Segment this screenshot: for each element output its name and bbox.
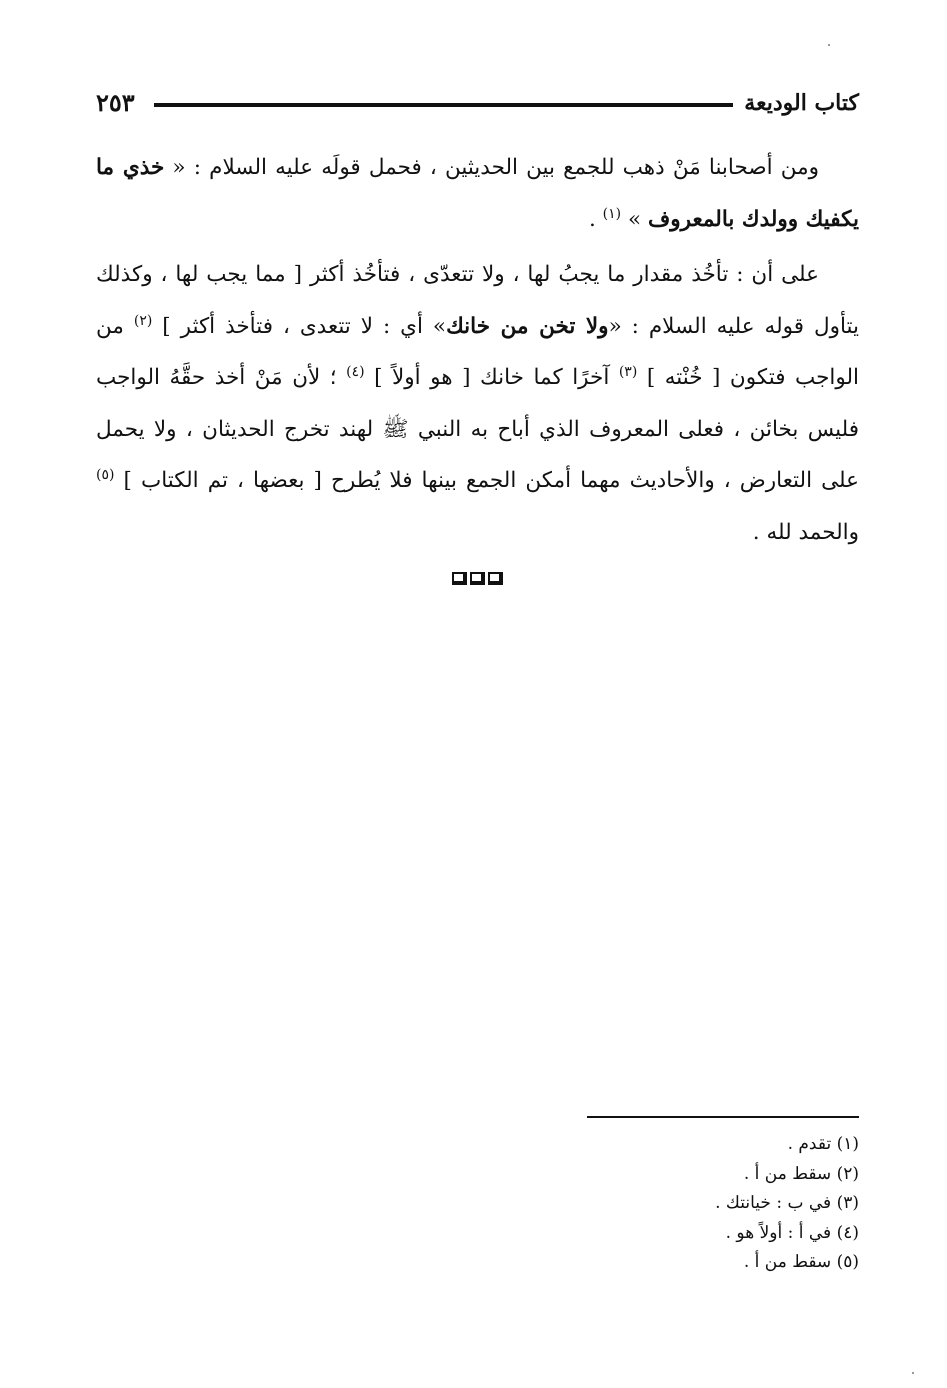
text-run: » xyxy=(621,206,648,232)
text-run: آخرًا كما خانك [ هو أولاً ] xyxy=(364,365,619,390)
text-run: على أن : تأخُذ مقدار ما يجبُ لها ، ولا تتعدّى ، فتأخُذ أكثر [ مما يجب لها ، وكذلك يتأول قوله عليه السلام : « xyxy=(96,262,859,339)
page xyxy=(96,84,859,585)
text-run: » أي : لا تتعدى ، فتأخذ أكثر ] xyxy=(152,313,447,339)
text-run: . xyxy=(588,206,603,232)
footnote-ref: (٢) xyxy=(133,312,153,329)
footnote-ref: (٥) xyxy=(96,466,115,483)
scan-speck xyxy=(828,44,830,46)
running-header xyxy=(96,84,859,124)
hadith-quote: ولا تخن من خانك xyxy=(446,313,609,339)
footnote-ref: (٤) xyxy=(346,363,365,380)
hadith-quote: خذي ما يكفيك وولدك بالمعروف xyxy=(96,155,859,232)
text-run: والحمد لله . xyxy=(752,519,859,545)
ornament-box-icon xyxy=(452,572,467,585)
ornament-box-icon xyxy=(488,572,503,585)
ornament-box-icon xyxy=(470,572,485,585)
footnote-rule xyxy=(587,1116,859,1118)
scan-speck xyxy=(912,1372,914,1374)
footnote: (٥) سقط من أ . xyxy=(743,1252,859,1272)
header-rule xyxy=(154,103,733,107)
section-end-ornament xyxy=(96,572,859,585)
footnote: (٢) سقط من أ . xyxy=(743,1163,859,1184)
text-run: من الواجب فتكون [ خُنْته ] xyxy=(96,313,859,390)
footnote: (٤) في أ : أولاً هو . xyxy=(725,1222,859,1243)
paragraph xyxy=(96,142,859,245)
footnotes xyxy=(587,1116,859,1278)
footnote: (٣) في ب : خيانتك . xyxy=(715,1193,859,1213)
text-run: ومن أصحابنا مَنْ ذهب للجمع بين الحديثين ، فحمل قولَه عليه السلام : « xyxy=(164,155,819,180)
footnote-ref: (٣) xyxy=(618,363,638,380)
page-number: ٢٥٣ xyxy=(96,88,135,117)
body-text xyxy=(96,142,859,558)
chapter-title: كتاب الوديعة xyxy=(744,90,859,116)
footnote: (١) تقدم . xyxy=(787,1134,859,1154)
paragraph xyxy=(96,249,859,558)
footnote-ref: (١) xyxy=(602,205,622,222)
text-run: ؛ لأن مَنْ أخذ حقَّهُ الواجب فليس بخائن ، فعلى المعروف الذي أباح به النبي ﷺ لهند تخرج الحديثان ، ولا يحمل على التعارض ، والأحاديث مهما أمكن الجمع بينها فلا يُطرح [ بعضها ، تم الكتاب ] xyxy=(96,365,859,493)
